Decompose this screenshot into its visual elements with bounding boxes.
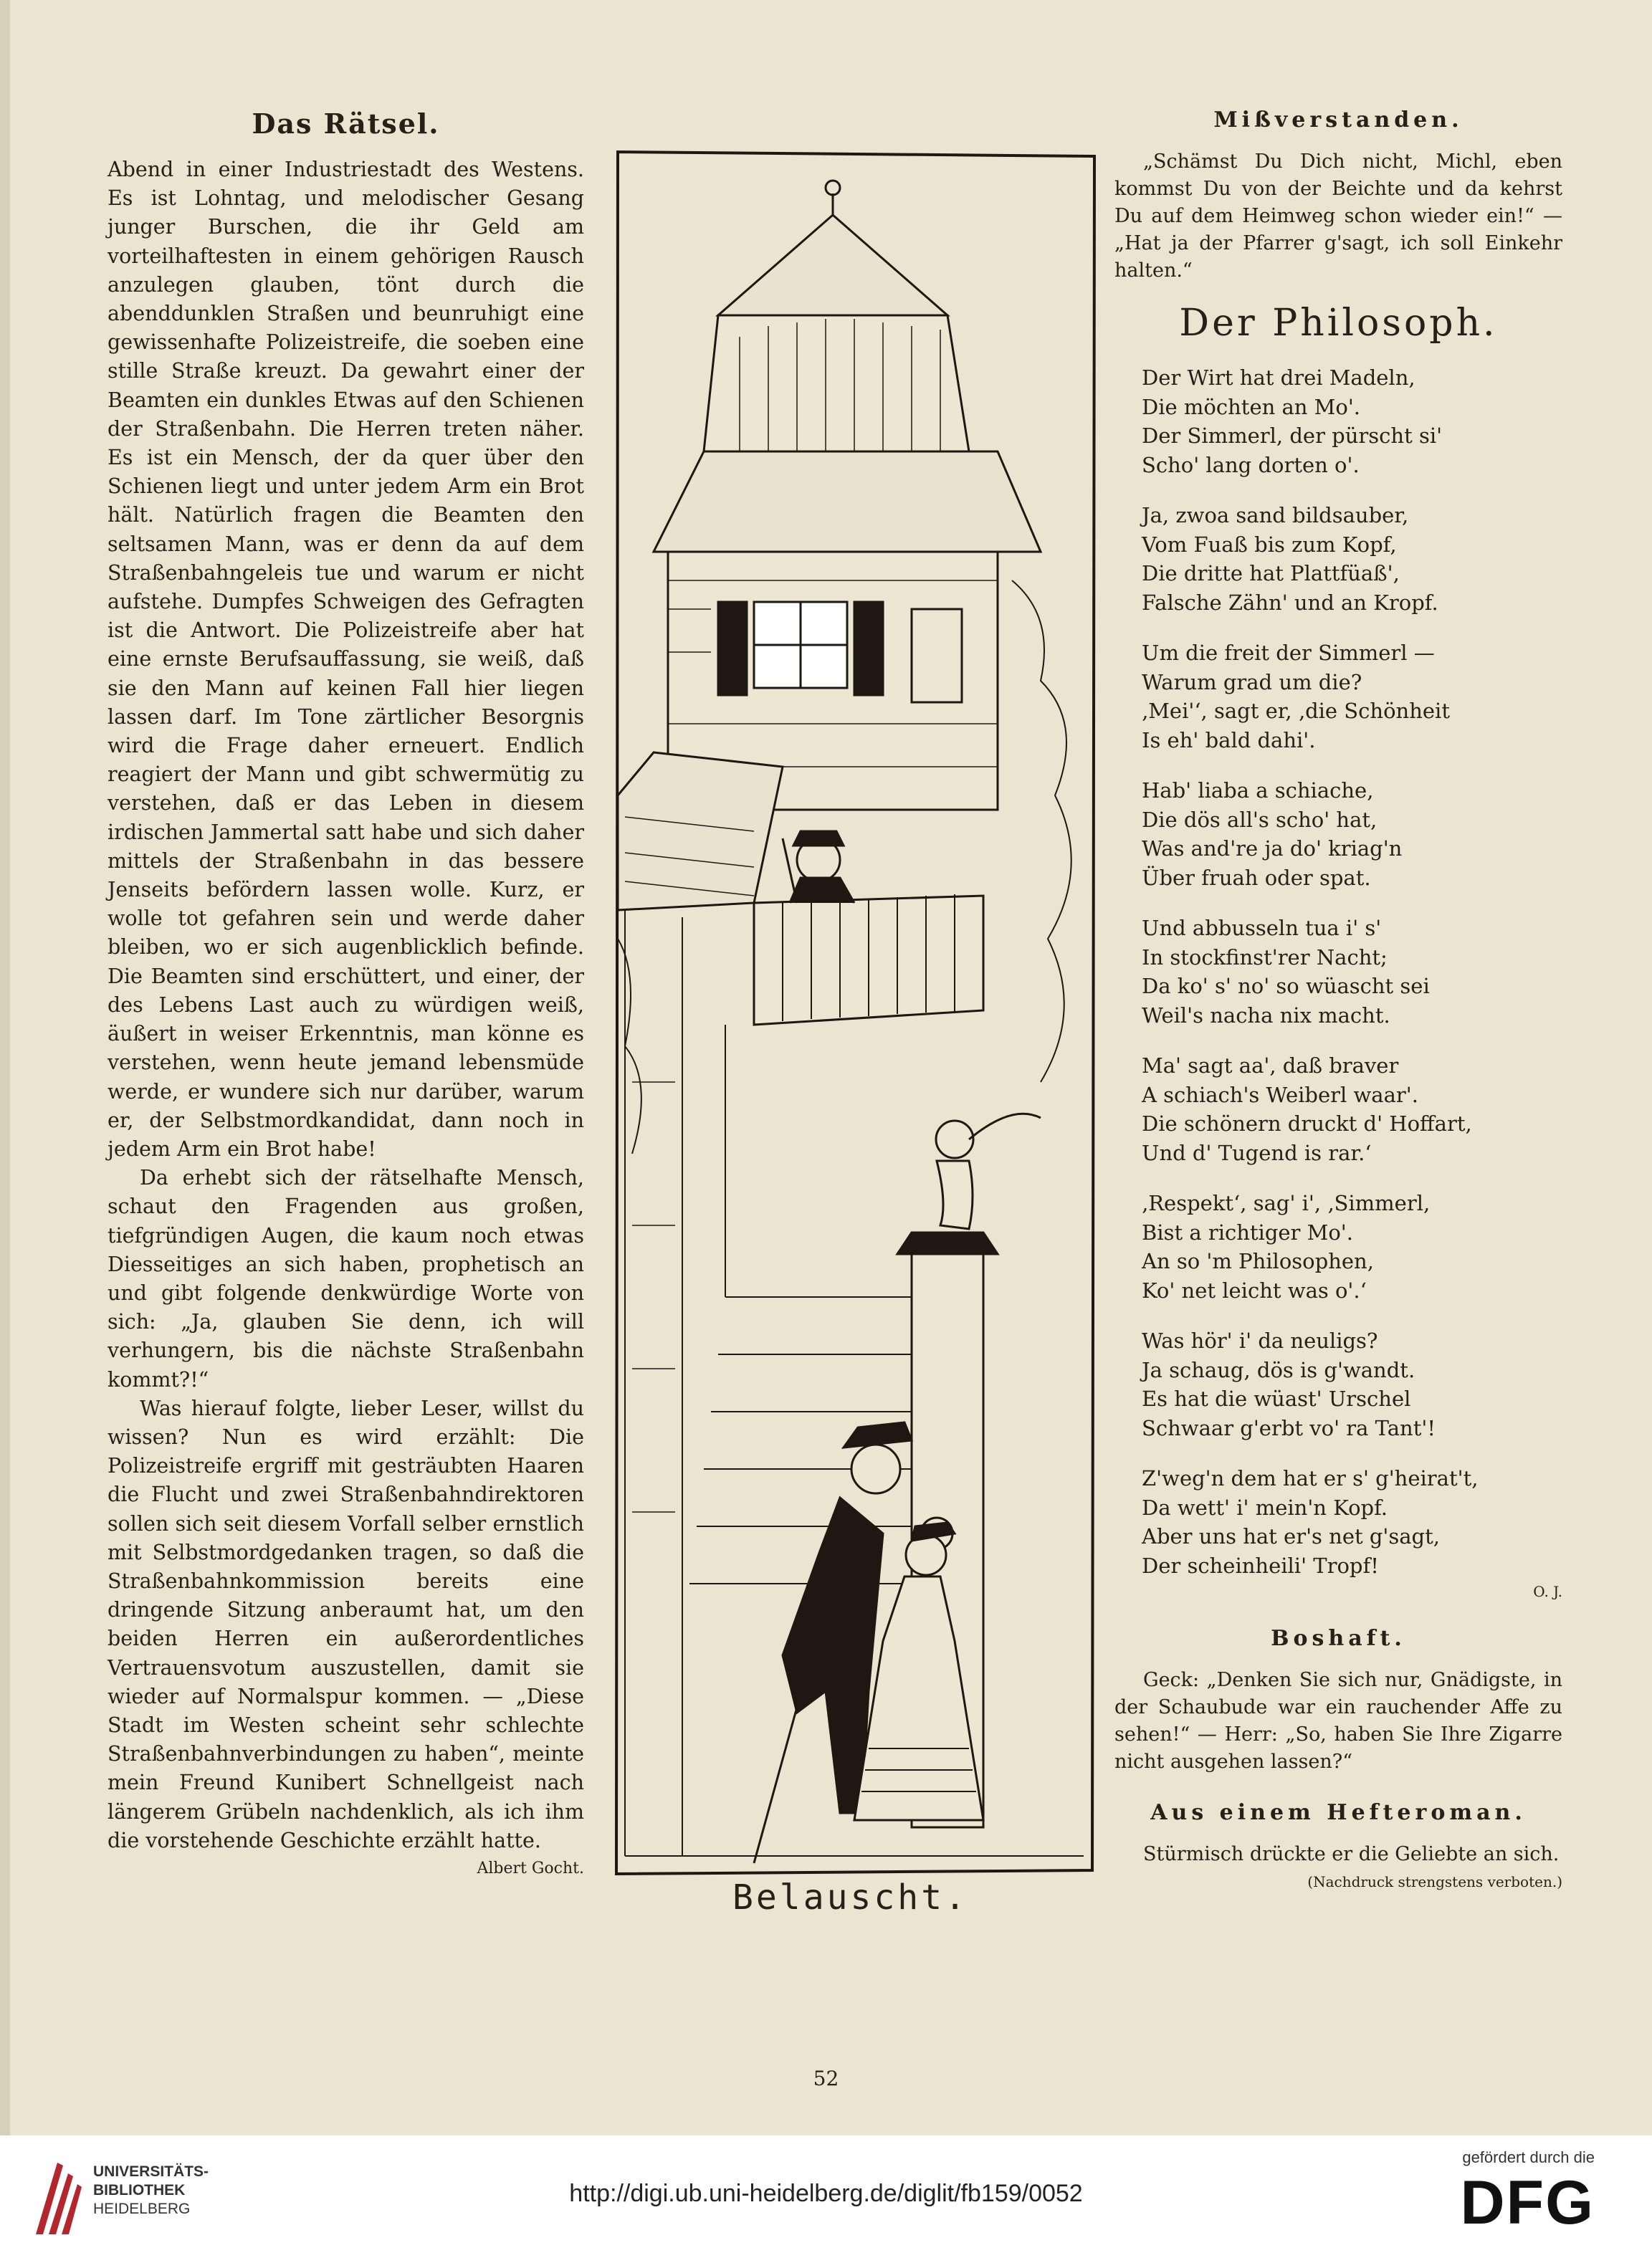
source-url-link[interactable]: http://digi.ub.uni-heidelberg.de/diglit/fb159/0052 [569, 2180, 1083, 2207]
boshaft-section [1114, 1667, 1562, 1776]
verse-line: Weil's nacha nix macht. [1142, 1003, 1390, 1028]
verse-line: A schiach's Weiberl waar'. [1142, 1082, 1418, 1107]
stanza-2 [1142, 501, 1562, 617]
verse-line: Die schönern druckt d' Hoffart, [1142, 1111, 1472, 1136]
verse-line: Da ko' s' no' so wüascht sei [1142, 974, 1430, 998]
verse-line: Über fruah oder spat. [1142, 865, 1371, 890]
verse-line: Ko' net leicht was o'.‘ [1142, 1278, 1367, 1303]
poem-signature: O. J. [1533, 1583, 1562, 1600]
poem-title: Der Philosoph. [1179, 302, 1498, 345]
verse-line: Was hör' i' da neuligs? [1142, 1329, 1378, 1353]
verse-line: Schwaar g'erbt vo' ra Tant'! [1142, 1415, 1436, 1440]
story-title: Das Rätsel. [252, 107, 440, 140]
library-name-line2: BIBLIOTHEK [93, 2182, 186, 2198]
right-column [1114, 107, 1562, 1895]
dfg-logo: DFG [1460, 2168, 1595, 2237]
verse-line: Da wett' i' mein'n Kopf. [1142, 1495, 1388, 1520]
page-number: 52 [813, 2067, 839, 2090]
stanza-7 [1142, 1189, 1562, 1305]
reprint-note: (Nachdruck strengstens verboten.) [1307, 1873, 1562, 1890]
boshaft-text: Geck: „Denken Sie sich nur, Gnädigste, in der Schaubude war ein rauchender Affe zu sehen!“ — Herr: „So, haben Sie Ihre Zigarre nicht ausgehen lassen?“ [1114, 1669, 1562, 1773]
illustration-drawing [611, 150, 1098, 1963]
verse-line: An so 'm Philosophen, [1142, 1249, 1374, 1273]
verse-line: Und abbusseln tua i' s' [1142, 916, 1382, 940]
story-paragraph-2: Da erhebt sich der rätselhafte Mensch, schaut den Fragenden aus großen, tiefgründigen Augen, die kaum noch etwas Diesseitiges an sich haben, prophetisch an und gibt folgende denkwürdige Worte von sich: „Ja, glauben Sie denn, ich will verhungern, bis die nächste Straßenbahn kommt?!“ [108, 1166, 584, 1392]
stanza-8 [1142, 1326, 1562, 1442]
stanza-5 [1142, 914, 1562, 1030]
verse-line: Was and're ja do' kriag'n [1142, 836, 1403, 861]
verse-line: In stockfinst'rer Nacht; [1142, 944, 1388, 970]
roman-text: Stürmisch drückte er die Geliebte an sich. [1143, 1843, 1560, 1865]
verse-line: Falsche Zähn' und an Kropf. [1142, 590, 1438, 615]
missverstanden-text: „Schämst Du Dich nicht, Michl, eben kommst Du von der Beichte und da kehrst Du auf dem Heimweg schon wieder ein!“ — „Hat ja der Pfarrer g'sagt, ich soll Einkehr halten.“ [1114, 150, 1562, 282]
verse-line: Ja schaug, dös is g'wandt. [1142, 1357, 1415, 1382]
verse-line: ‚Mei'‘, sagt er, ‚die Schönheit [1142, 699, 1450, 723]
library-name-line1: UNIVERSITÄTS- [93, 2163, 209, 2180]
verse-line: Um die freit der Simmerl — [1142, 641, 1435, 665]
story-paragraph-3: Was hierauf folgte, lieber Leser, willst du wissen? Nun es wird erzählt: Die Polizeistreife ergriff mit gesträubten Haaren die Flucht und zwei Straßenbahndirektoren sollen sich seit diesem Vorfall selber ernstlich mit Selbstmordgedanken tragen, so daß die Straßenbahnkommission bereits eine dringende Sitzung anberaumt hat, um den beiden Herren ein außerordentliches Vertrauensvotum auszustellen, damit sie wieder auf Normalspur kommen. — „Diese Stadt im Westen scheint sehr schlechte Straßenbahnverbindungen zu haben“, meinte mein Freund Kunibert Schnellgeist nach längerem Grübeln nachdenklich, als ich ihm die vorstehende Geschichte erzählt hatte. [108, 1396, 584, 1852]
missverstanden-section [1114, 148, 1562, 284]
verse-line: Scho' lang dorten o'. [1142, 452, 1360, 477]
verse-line: Die dös all's scho' hat, [1142, 807, 1378, 832]
page-fold-shadow [0, 0, 10, 2135]
missverstanden-title: Mißverstanden. [1213, 107, 1464, 133]
roman-title: Aus einem Hefteroman. [1150, 1800, 1527, 1825]
stanza-3 [1142, 638, 1562, 755]
verse-line: Warum grad um die? [1142, 669, 1362, 694]
verse-line: Der scheinheili' Tropf! [1142, 1553, 1379, 1578]
left-column [108, 107, 584, 1877]
library-name-line3: HEIDELBERG [93, 2201, 191, 2217]
stanza-6 [1142, 1051, 1562, 1167]
verse-line: Und d' Tugend is rar.‘ [1142, 1140, 1372, 1165]
story-paragraph-1: Abend in einer Industriestadt des Westens. Es ist Lohntag, und melodischer Gesang junger Burschen, die ihr Geld am vorteilhaftesten in einem gehörigen Rausch anzulegen glauben, tönt durch die abenddunklen Straßen und beunruhigt eine gewissenhafte Polizeistreife, die soeben eine stille Straße kreuzt. Da gewahrt einer der Beamten ein dunkles Etwas auf den Schienen der Straßenbahn. Die Herren treten näher. Es ist ein Mensch, der da quer über den Schienen liegt und unter jedem Arm ein Brot hält. Natürlich fragen die Beamten den seltsamen Mann, was er denn da auf dem Straßenbahngeleis tue und warum er nicht aufstehe. Dumpfes Schweigen des Gefragten ist die Antwort. Die Polizeistreife aber hat eine ernste Berufsauffassung, sie weiß, daß sie den Mann auf keinen Fall hier liegen lassen darf. Im Tone zärtlicher Besorgnis wird die Frage daher erneuert. Endlich reagiert der Mann und gibt schwermütig zu verstehen, daß er das Leben in diesem irdischen Jammertal satt habe und sich daher mittels der Straßenbahn in das bessere Jenseits befördern lassen wolle. Kurz, er wolle tot gefahren sein und werde daher bleiben, wo er sich augenblicklich befinde. Die Beamten sind erschüttert, und einer, der des Lebens Last auch zu würdigen weiß, äußert in weiser Erkenntnis, man könne es verstehen, wenn heute jemand lebensmüde werde, er wundere sich nur darüber, warum er, der Selbstmordkandidat, dann noch in jedem Arm ein Brot habe! [108, 158, 584, 1161]
verse-line: Bist a richtiger Mo'. [1142, 1220, 1353, 1245]
digitization-footer [0, 2135, 1652, 2268]
boshaft-title: Boshaft. [1271, 1626, 1406, 1651]
verse-line: ‚Respekt‘, sag' i', ‚Simmerl, [1142, 1191, 1431, 1215]
illustration [611, 150, 1098, 1963]
verse-line: Z'weg'n dem hat er s' g'heirat't, [1142, 1466, 1479, 1491]
verse-line: Is eh' bald dahi'. [1142, 727, 1316, 752]
illustration-caption: Belauscht. [732, 1877, 968, 1918]
verse-line: Die dritte hat Plattfüaß', [1142, 561, 1400, 585]
story-author: Albert Gocht. [477, 1859, 584, 1877]
verse-line: Ma' sagt aa', daß braver [1142, 1053, 1399, 1078]
stanza-4 [1142, 776, 1562, 892]
stanza-1 [1142, 363, 1562, 479]
verse-line: Aber uns hat er's net g'sagt, [1142, 1524, 1440, 1549]
stanza-9 [1142, 1464, 1562, 1580]
verse-line: Es hat die wüast' Urschel [1142, 1387, 1411, 1411]
funded-by-label: gefördert durch die [1462, 2148, 1595, 2166]
verse-line: Die möchten an Mo'. [1142, 394, 1361, 419]
verse-line: Ja, zwoa sand bildsauber, [1142, 503, 1409, 527]
roman-section [1114, 1841, 1562, 1890]
verse-line: Hab' liaba a schiache, [1142, 778, 1374, 803]
verse-line: Der Wirt hat drei Madeln, [1142, 365, 1415, 390]
verse-line: Der Simmerl, der pürscht si' [1142, 424, 1443, 448]
funder-logo [1444, 2148, 1595, 2256]
verse-line: Vom Fuaß bis zum Kopf, [1142, 532, 1397, 557]
